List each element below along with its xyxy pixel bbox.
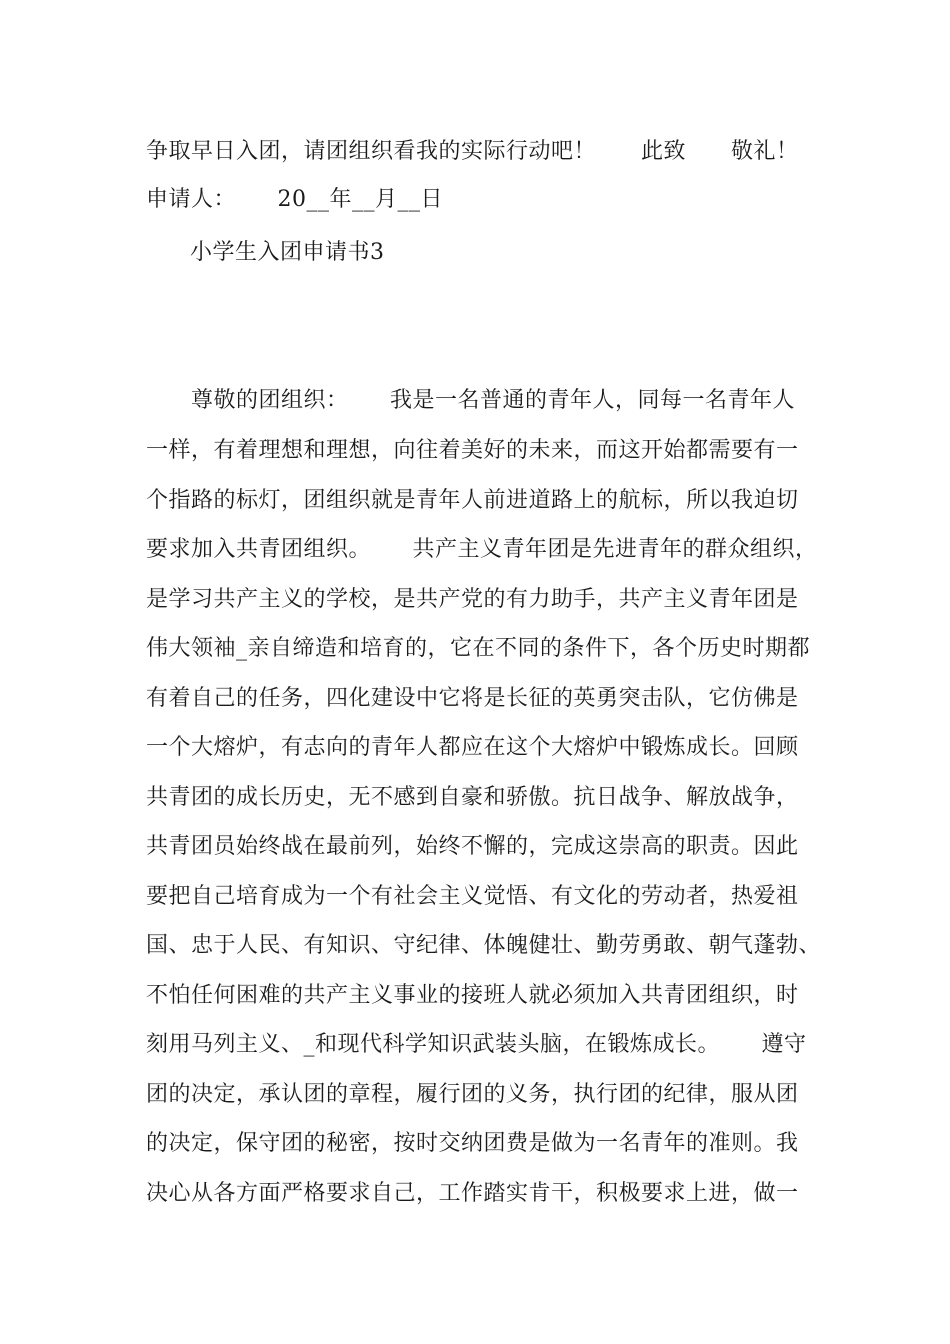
body-line: 团的决定，承认团的章程，履行团的义务，执行团的纪律，服从团 (146, 1082, 799, 1107)
body-line: 刻用马列主义、_和现代科学知识武装头脑，在锻炼成长。 遵守 (146, 1032, 807, 1057)
body-line: 要把自己培育成为一个有社会主义觉悟、有文化的劳动者，热爱祖 (146, 884, 799, 909)
body-line: 个指路的标灯，团组织就是青年人前进道路上的航标，所以我迫切 (146, 488, 799, 513)
body-line: 决心从各方面严格要求自己，工作踏实肯干，积极要求上进，做一 (146, 1181, 799, 1206)
body-line: 一样，有着理想和理想，向往着美好的未来，而这开始都需要有一 (146, 438, 799, 463)
body-line: 国、忠于人民、有知识、守纪律、体魄健壮、勤劳勇敢、朝气蓬勃、 (146, 933, 822, 958)
body-line: 的决定，保守团的秘密，按时交纳团费是做为一名青年的准则。我 (146, 1131, 799, 1156)
body-line: 一个大熔炉，有志向的青年人都应在这个大熔炉中锻炼成长。回顾 (146, 735, 799, 760)
body-line: 共青团的成长历史，无不感到自豪和骄傲。抗日战争、解放战争， (146, 785, 799, 810)
body-line: 是学习共产主义的学校，是共产党的有力助手，共产主义青年团是 (146, 587, 799, 612)
body-line: 尊敬的团组织： 我是一名普通的青年人，同每一名青年人 (146, 388, 795, 413)
body-line: 要求加入共青团组织。 共产主义青年团是先进青年的群众组织， (146, 537, 818, 562)
text-line-closing: 争取早日入团，请团组织看我的实际行动吧！ 此致 敬礼！ (146, 139, 799, 164)
body-line: 共青团员始终战在最前列，始终不懈的，完成这崇高的职责。因此 (146, 834, 799, 859)
body-line: 不怕任何困难的共产主义事业的接班人就必须加入共青团组织，时 (146, 983, 799, 1008)
body-line: 伟大领袖_亲自缔造和培育的，它在不同的条件下，各个历史时期都 (146, 636, 811, 661)
section-title: 小学生入团申请书3 (190, 240, 385, 265)
text-line-signature: 申请人： 20__年__月__日 (146, 187, 443, 212)
body-line: 有着自己的任务，四化建设中它将是长征的英勇突击队，它仿佛是 (146, 686, 799, 711)
